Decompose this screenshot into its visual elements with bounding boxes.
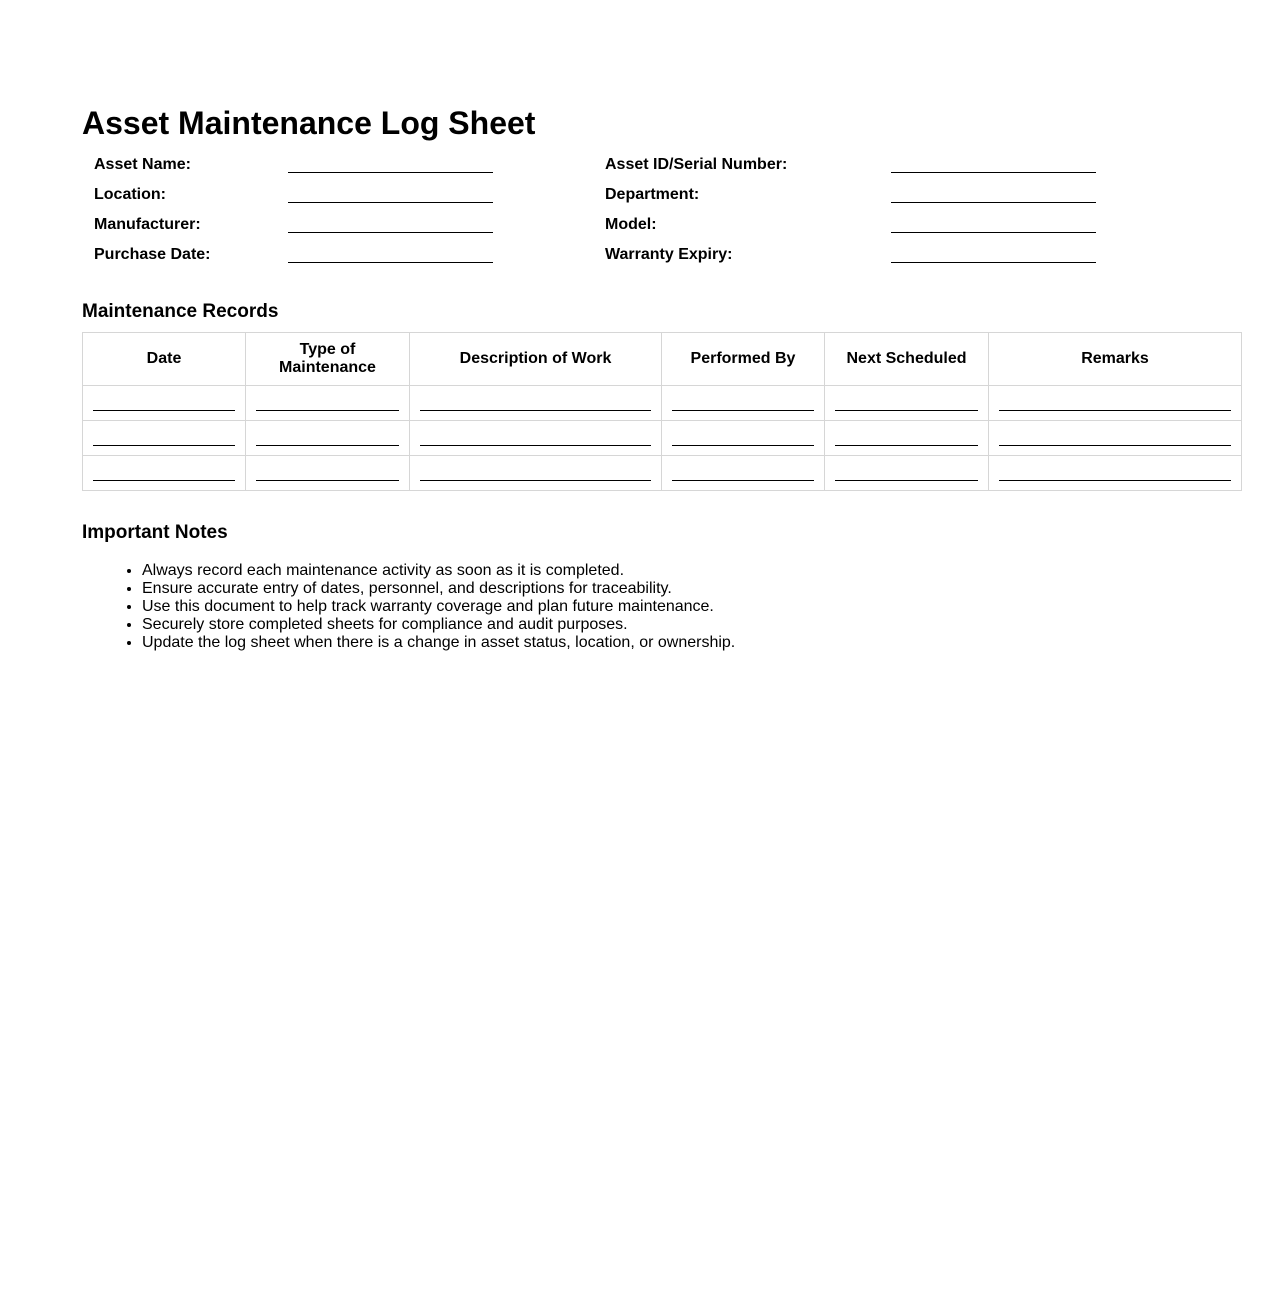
blank-entry-line[interactable] bbox=[256, 410, 399, 411]
asset-id-label: Asset ID/Serial Number: bbox=[605, 156, 788, 173]
table-cell bbox=[410, 386, 662, 421]
department-label: Department: bbox=[605, 186, 700, 203]
table-cell bbox=[410, 421, 662, 456]
table-row bbox=[83, 386, 1242, 421]
table-cell bbox=[246, 421, 410, 456]
column-header-performed-by: Performed By bbox=[662, 333, 825, 386]
location-label: Location: bbox=[94, 186, 166, 203]
blank-entry-line[interactable] bbox=[93, 480, 235, 481]
list-item: • Update the log sheet when there is a change in asset status, location, or ownership. bbox=[142, 634, 1142, 652]
asset-info-section bbox=[82, 150, 1162, 270]
blank-entry-line[interactable] bbox=[835, 480, 978, 481]
list-item: • Securely store completed sheets for compliance and audit purposes. bbox=[142, 616, 1142, 634]
table-header-row bbox=[83, 333, 1242, 386]
table-cell bbox=[989, 386, 1242, 421]
table-cell bbox=[83, 421, 246, 456]
notes-list bbox=[82, 562, 1142, 652]
table-cell bbox=[825, 386, 989, 421]
model-label: Model: bbox=[605, 216, 657, 233]
blank-entry-line[interactable] bbox=[999, 410, 1231, 411]
list-item: • Use this document to help track warranty coverage and plan future maintenance. bbox=[142, 598, 1142, 616]
model-field[interactable] bbox=[891, 211, 1096, 233]
purchase-date-field[interactable] bbox=[288, 241, 493, 263]
blank-entry-line[interactable] bbox=[256, 480, 399, 481]
blank-entry-line[interactable] bbox=[420, 410, 651, 411]
manufacturer-label: Manufacturer: bbox=[94, 216, 201, 233]
blank-entry-line[interactable] bbox=[999, 480, 1231, 481]
important-notes-heading: Important Notes bbox=[82, 522, 228, 543]
table-cell bbox=[989, 456, 1242, 491]
table-cell bbox=[825, 421, 989, 456]
blank-entry-line[interactable] bbox=[93, 445, 235, 446]
table-row bbox=[83, 456, 1242, 491]
table-cell bbox=[989, 421, 1242, 456]
asset-id-field[interactable] bbox=[891, 151, 1096, 173]
manufacturer-field[interactable] bbox=[288, 211, 493, 233]
table-cell bbox=[825, 456, 989, 491]
location-field[interactable] bbox=[288, 181, 493, 203]
blank-entry-line[interactable] bbox=[672, 410, 814, 411]
asset-name-field[interactable] bbox=[288, 151, 493, 173]
table-cell bbox=[410, 456, 662, 491]
table-body bbox=[83, 386, 1242, 491]
blank-entry-line[interactable] bbox=[672, 480, 814, 481]
column-header-type: Type of Maintenance bbox=[246, 333, 410, 386]
column-header-remarks: Remarks bbox=[989, 333, 1242, 386]
list-item: • Always record each maintenance activity as soon as it is completed. bbox=[142, 562, 1142, 580]
table-cell bbox=[662, 421, 825, 456]
page-title: Asset Maintenance Log Sheet bbox=[82, 105, 536, 141]
blank-entry-line[interactable] bbox=[672, 445, 814, 446]
maintenance-records-heading: Maintenance Records bbox=[82, 301, 279, 322]
table-cell bbox=[662, 456, 825, 491]
blank-entry-line[interactable] bbox=[420, 445, 651, 446]
column-header-date: Date bbox=[83, 333, 246, 386]
blank-entry-line[interactable] bbox=[835, 445, 978, 446]
table-row bbox=[83, 421, 1242, 456]
column-header-next-scheduled: Next Scheduled bbox=[825, 333, 989, 386]
blank-entry-line[interactable] bbox=[999, 445, 1231, 446]
table-cell bbox=[662, 386, 825, 421]
blank-entry-line[interactable] bbox=[93, 410, 235, 411]
list-item: • Ensure accurate entry of dates, personnel, and descriptions for traceability. bbox=[142, 580, 1142, 598]
table-cell bbox=[83, 386, 246, 421]
warranty-expiry-field[interactable] bbox=[891, 241, 1096, 263]
blank-entry-line[interactable] bbox=[835, 410, 978, 411]
blank-entry-line[interactable] bbox=[256, 445, 399, 446]
column-header-description: Description of Work bbox=[410, 333, 662, 386]
table-cell bbox=[246, 456, 410, 491]
warranty-expiry-label: Warranty Expiry: bbox=[605, 246, 733, 263]
department-field[interactable] bbox=[891, 181, 1096, 203]
asset-name-label: Asset Name: bbox=[94, 156, 191, 173]
table-cell bbox=[246, 386, 410, 421]
maintenance-records-table bbox=[82, 332, 1242, 491]
blank-entry-line[interactable] bbox=[420, 480, 651, 481]
purchase-date-label: Purchase Date: bbox=[94, 246, 211, 263]
table-cell bbox=[83, 456, 246, 491]
